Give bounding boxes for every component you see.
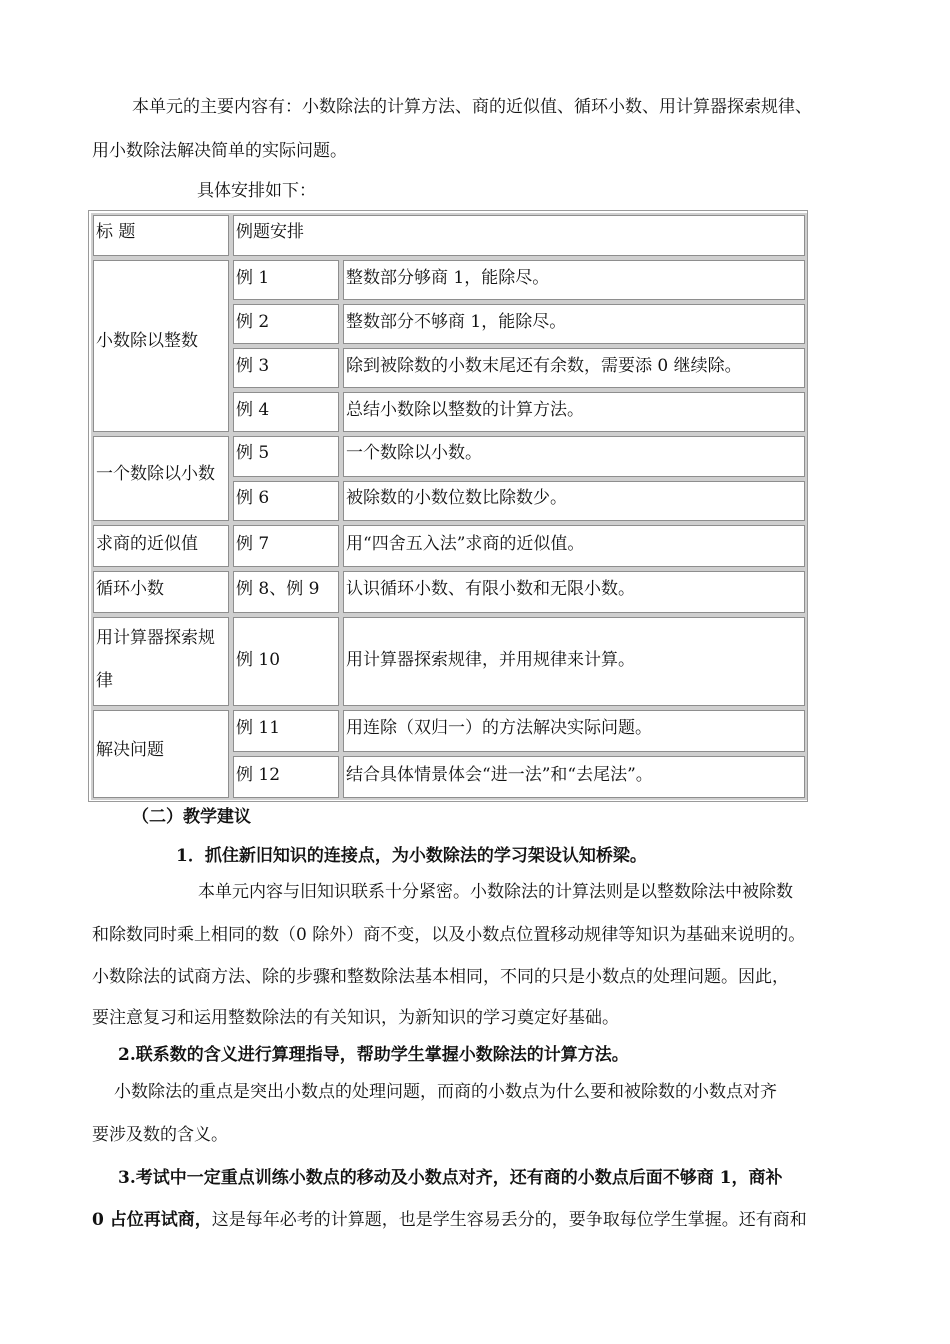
point-3-line-2 [92,1209,807,1231]
content-text: 除到被除数的小数末尾还有余数，需要添 0 继续除。 [346,356,742,376]
example-cell [231,569,341,615]
header-title-text: 标 题 [96,222,136,242]
example-label: 例 2 [236,312,270,332]
example-cell [231,346,341,390]
example-cell [231,754,341,800]
point-1-line-3: 小数除法的试商方法、除的步骤和整数除法基本相同，不同的只是小数点的处理问题。因此， [92,967,789,987]
intro-line-2: 用小数除法解决简单的实际问题。 [92,141,347,161]
group-title-line-2: 律 [96,671,113,691]
group-title: 解决问题 [96,740,164,760]
example-label: 例 5 [236,443,270,463]
content-cell [341,390,807,434]
group-title: 求商的近似值 [96,534,198,554]
content-cell [341,302,807,346]
table-header-title [91,213,231,258]
content-text: 总结小数除以整数的计算方法。 [346,400,584,420]
group-title: 循环小数 [96,579,164,599]
example-label: 例 7 [236,534,270,554]
point-1-line-1: 本单元内容与旧知识联系十分紧密。小数除法的计算法则是以整数除法中被除数 [198,882,793,902]
section-heading: （二）教学建议 [132,807,251,827]
point-2-line-1: 小数除法的重点是突出小数点的处理问题，而商的小数点为什么要和被除数的小数点对齐 [114,1082,777,1102]
content-text: 结合具体情景体会“进一法”和“去尾法”。 [346,765,653,785]
header-examples-text: 例题安排 [236,222,304,242]
group-title-cell [91,569,231,615]
example-label: 例 4 [236,400,270,420]
group-title-line-1: 用计算器探索规 [96,628,215,648]
point-1-title: 1．抓住新旧知识的连接点，为小数除法的学习架设认知桥梁。 [176,846,647,866]
point-2-line-2: 要涉及数的含义。 [92,1125,228,1145]
example-cell [231,434,341,479]
table-header-examples [231,213,807,258]
example-cell [231,258,341,302]
example-cell [231,708,341,754]
point-2-title: 2.联系数的含义进行算理指导，帮助学生掌握小数除法的计算方法。 [118,1045,629,1065]
point-1-line-4: 要注意复习和运用整数除法的有关知识，为新知识的学习奠定好基础。 [92,1008,619,1028]
group-title: 小数除以整数 [96,331,198,351]
example-label: 例 1 [236,268,270,288]
example-label: 例 11 [236,718,281,738]
group-title-cell [91,615,231,708]
example-cell [231,302,341,346]
content-cell [341,754,807,800]
intro-line-1: 本单元的主要内容有：小数除法的计算方法、商的近似值、循环小数、用计算器探索规律、 [132,97,812,117]
point-1-line-2: 和除数同时乘上相同的数（0 除外）商不变，以及小数点位置移动规律等知识为基础来说明的。 [92,925,806,945]
content-text: 用连除（双归一）的方法解决实际问题。 [346,718,652,738]
content-text: 认识循环小数、有限小数和无限小数。 [346,579,635,599]
content-cell [341,434,807,479]
group-title: 一个数除以小数 [96,464,215,484]
example-cell [231,479,341,523]
group-title-cell [91,523,231,569]
example-cell [231,390,341,434]
arrangement-table [88,210,808,802]
example-label: 例 6 [236,488,270,508]
content-cell [341,708,807,754]
content-text: 用“四舍五入法”求商的近似值。 [346,534,585,554]
point-3-normal-part: 这是每年必考的计算题，也是学生容易丢分的，要争取每位学生掌握。还有商和 [211,1210,807,1230]
example-label: 例 8、例 9 [236,579,320,599]
content-cell [341,615,807,708]
content-cell [341,569,807,615]
content-cell [341,346,807,390]
example-label: 例 3 [236,356,270,376]
example-label: 例 12 [236,765,281,785]
content-cell [341,258,807,302]
group-title-cell [91,434,231,523]
content-text: 整数部分不够商 1，能除尽。 [346,312,567,332]
point-3-title: 3.考试中一定重点训练小数点的移动及小数点对齐，还有商的小数点后面不够商 1，商补 [118,1168,783,1188]
point-3-bold-part: 0 占位再试商， [92,1210,212,1230]
content-text: 一个数除以小数。 [346,443,482,463]
example-cell [231,615,341,708]
content-cell [341,523,807,569]
content-text: 被除数的小数位数比除数少。 [346,488,567,508]
example-cell [231,523,341,569]
content-text: 整数部分够商 1，能除尽。 [346,268,550,288]
example-label: 例 10 [236,650,281,670]
group-title-cell [91,258,231,434]
group-title-cell [91,708,231,800]
arrangement-label: 具体安排如下： [197,181,316,201]
content-text: 用计算器探索规律，并用规律来计算。 [346,650,635,670]
content-cell [341,479,807,523]
